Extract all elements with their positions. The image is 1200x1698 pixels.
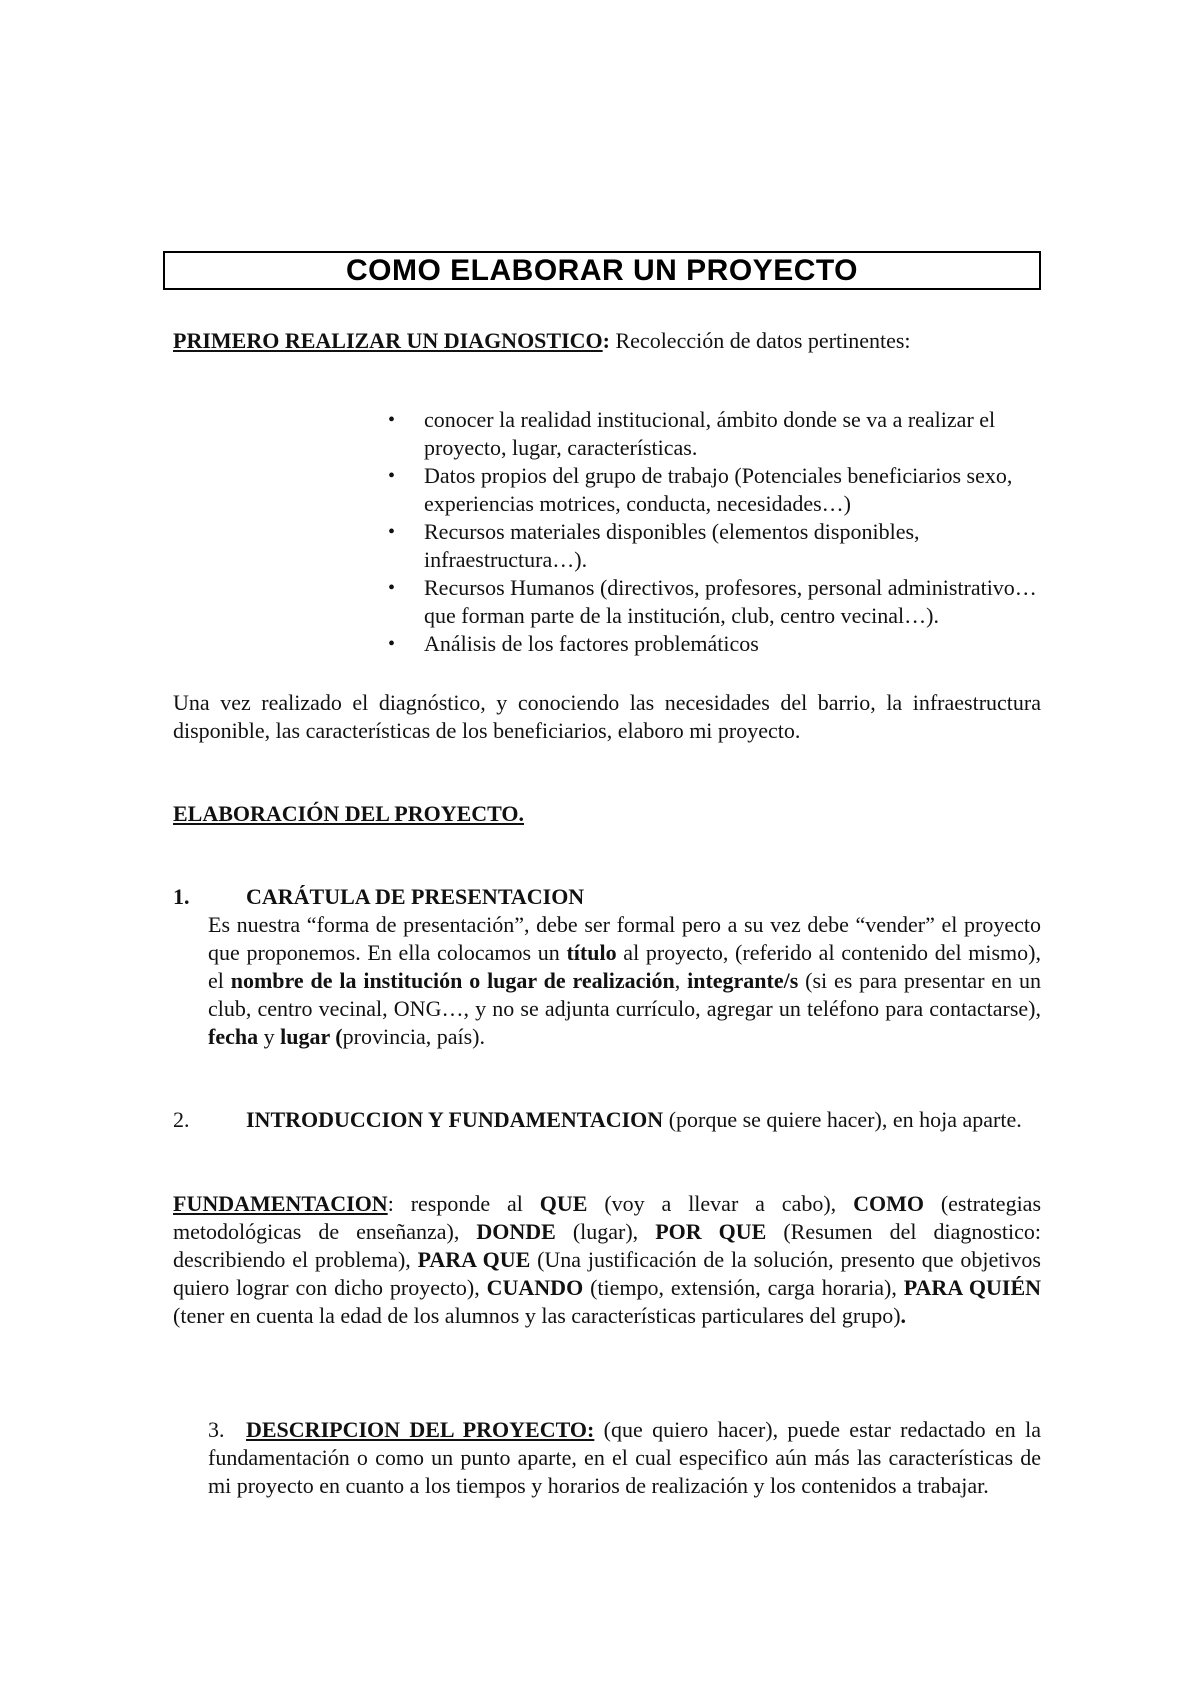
bullet-icon: • <box>388 633 396 655</box>
fund-text-8: (tener en cuenta la edad de los alumnos y las características particulares del grupo) <box>173 1303 901 1328</box>
list-item <box>388 630 1042 658</box>
bullet-icon: • <box>388 521 396 543</box>
bullet-text: Recursos materiales disponibles (elementos disponibles, infraestructura…). <box>424 519 920 572</box>
fund-text-1: : responde al <box>387 1191 540 1216</box>
section-2-text: (porque se quiere hacer), en hoja aparte. <box>663 1107 1022 1132</box>
diagnostico-bullet-list <box>388 406 1042 658</box>
section-1-bold-nombre: nombre de la institución o lugar de realización <box>230 968 675 993</box>
section-1-heading-line <box>173 883 584 911</box>
fundamentacion-heading: FUNDAMENTACION <box>173 1191 388 1216</box>
fund-text-2: (voy a llevar a cabo), <box>587 1191 854 1216</box>
section-1-text-6: provincia, país). <box>342 1024 485 1049</box>
section-1-bold-titulo: título <box>566 940 617 965</box>
diagnostico-heading: PRIMERO REALIZAR UN DIAGNOSTICO <box>173 328 603 353</box>
section-1-text-3: , <box>674 968 688 993</box>
fund-text-6: (Una justificación de la solución, presento que objetivos quiero lograr con dicho proyecto), <box>173 1247 1041 1300</box>
section-2-heading: INTRODUCCION Y FUNDAMENTACION <box>246 1107 664 1132</box>
section-2-paragraph <box>173 1106 1041 1134</box>
section-1-text-4: (si es para presentar en un club, centro vecinal, ONG…, y no se adjunta currículo, agregar un teléfono para contactarse), <box>208 968 1041 1021</box>
section-1-number: 1. <box>173 884 190 909</box>
section-2-number: 2. <box>173 1107 190 1132</box>
section-1-paragraph <box>208 911 1041 1051</box>
fund-bold-para-quien: PARA QUIÉN <box>903 1275 1042 1300</box>
fund-bold-que: QUE <box>539 1191 588 1216</box>
bullet-text: Datos propios del grupo de trabajo (Potenciales beneficiarios sexo, experiencias motrices, conducta, necesidades…) <box>424 463 1013 516</box>
list-item <box>388 574 1042 630</box>
section-3-number: 3. <box>208 1417 225 1442</box>
section-3-text: (que quiero hacer), puede estar redactado en la fundamentación o como un punto aparte, en el cual especifico aún más las características de mi proyecto en cuanto a los tiempos y horarios de realización y los contenidos a trabajar. <box>208 1417 1041 1498</box>
section-1-text-2: al proyecto, (referido al contenido del mismo), el <box>208 940 1041 993</box>
section-3-paragraph <box>208 1416 1041 1500</box>
fund-bold-cuando: CUANDO <box>486 1275 584 1300</box>
fund-bold-period: . <box>900 1303 907 1328</box>
section-1-bold-lugar: lugar ( <box>280 1024 343 1049</box>
fund-bold-como: COMO <box>853 1191 924 1216</box>
title-box <box>163 251 1041 290</box>
bullet-icon: • <box>388 465 396 487</box>
fund-text-7: (tiempo, extensión, carga horaria), <box>583 1275 904 1300</box>
bullet-icon: • <box>388 577 396 599</box>
fund-bold-para-que: PARA QUE <box>417 1247 531 1272</box>
fund-bold-donde: DONDE <box>476 1219 556 1244</box>
bullet-text: Análisis de los factores problemáticos <box>424 631 759 656</box>
bullet-text: conocer la realidad institucional, ámbito donde se va a realizar el proyecto, lugar, características. <box>424 407 996 460</box>
document-title: COMO ELABORAR UN PROYECTO <box>346 253 858 287</box>
diagnostico-line <box>173 327 911 355</box>
diagnostico-colon: : <box>602 328 610 353</box>
bullet-icon: • <box>388 409 396 431</box>
fund-text-5: (Resumen del diagnostico: describiendo el problema), <box>173 1219 1042 1272</box>
section-1-text-1: Es nuestra “forma de presentación”, debe ser formal pero a su vez debe “vender” el proyecto que proponemos. En ella colocamos un <box>208 912 1041 965</box>
section-3-heading: DESCRIPCION DEL PROYECTO: <box>246 1417 595 1442</box>
list-item <box>388 518 1042 574</box>
section-1-text-5: y <box>258 1024 281 1049</box>
elaboracion-heading: ELABORACIÓN DEL PROYECTO. <box>173 801 525 826</box>
section-1-heading: CARÁTULA DE PRESENTACION <box>246 884 585 909</box>
fund-text-4: (lugar), <box>555 1219 656 1244</box>
diagnostico-text: Recolección de datos pertinentes: <box>609 328 911 353</box>
bullet-text: Recursos Humanos (directivos, profesores, personal administrativo… que forman parte de la institución, club, centro vecinal…). <box>424 575 1037 628</box>
section-1-bold-fecha: fecha <box>208 1024 259 1049</box>
list-item <box>388 462 1042 518</box>
fund-text-3: (estrategias metodológicas de enseñanza), <box>173 1191 1042 1244</box>
section-1-bold-integrantes: integrante/s <box>687 968 799 993</box>
after-diagnostico-paragraph: Una vez realizado el diagnóstico, y conociendo las necesidades del barrio, la infraestructura disponible, las características de los beneficiarios, elaboro mi proyecto. <box>173 690 1041 743</box>
fund-bold-por-que: POR QUE <box>655 1219 767 1244</box>
fundamentacion-paragraph <box>173 1190 1041 1330</box>
list-item <box>388 406 1042 462</box>
